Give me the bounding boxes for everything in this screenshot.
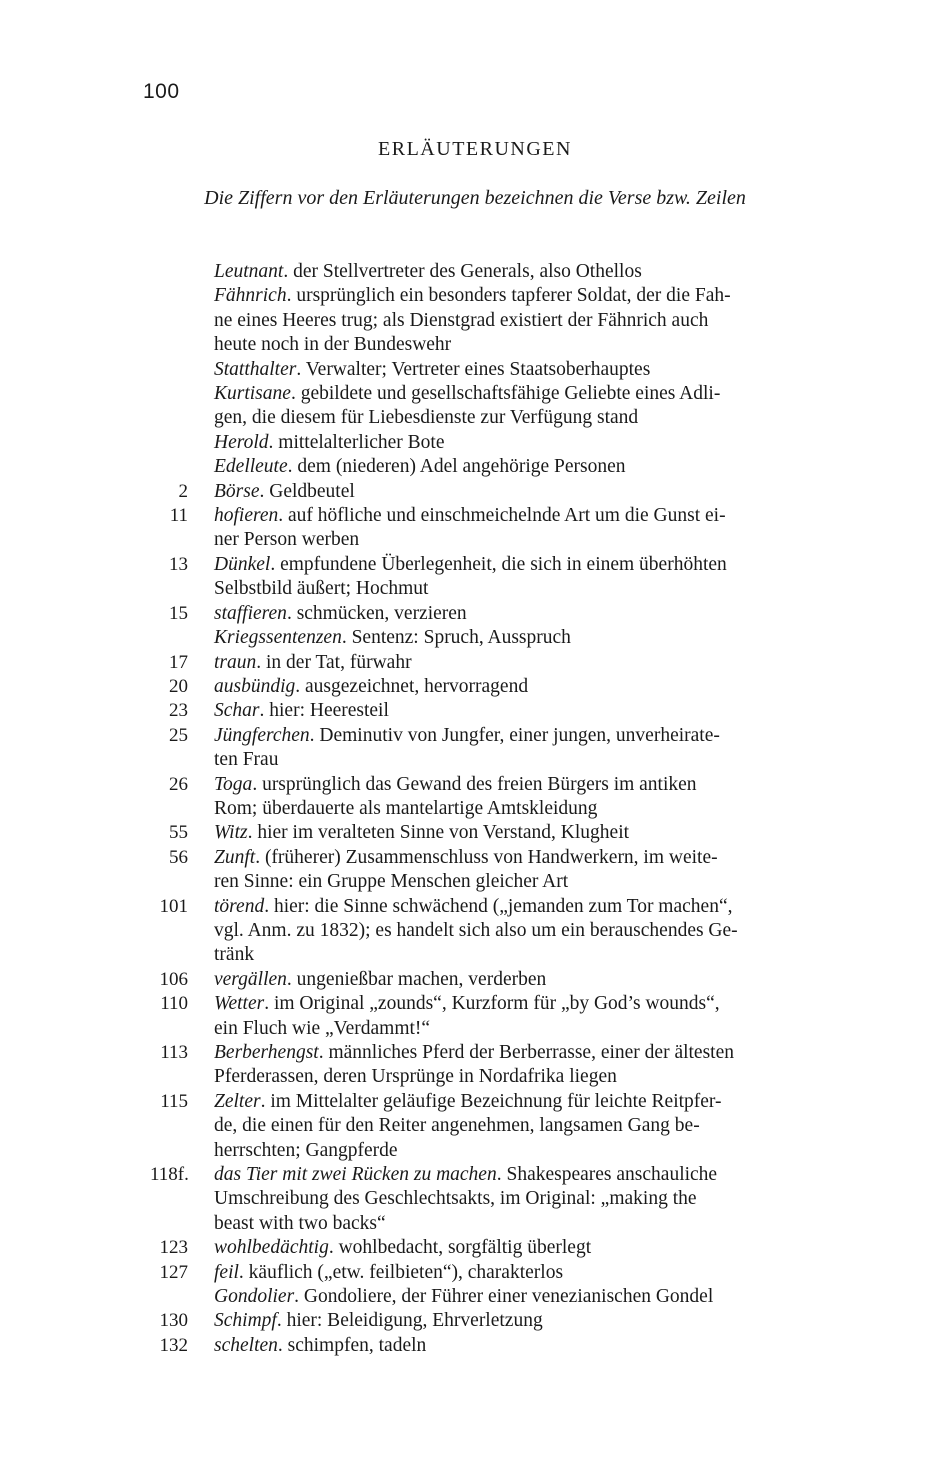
annotation-entry: [150, 553, 810, 602]
verse-number: 26: [169, 773, 188, 795]
verse-number: 113: [160, 1042, 188, 1063]
verse-number: 106: [159, 968, 188, 990]
annotation-entry: [150, 846, 810, 895]
annotation-entry: [150, 1236, 810, 1260]
verse-number: 25: [169, 724, 188, 746]
verse-number: 115: [160, 1090, 188, 1112]
verse-number: [150, 358, 188, 382]
annotation-text: [214, 968, 808, 992]
explanation-text: . Deminutiv von Jungfer, einer jungen, unverheirate-: [309, 724, 720, 746]
explanation-text: . ursprünglich das Gewand des freien Bürgers im antiken: [252, 773, 697, 795]
annotation-entry: [150, 626, 810, 650]
annotation-line: [214, 602, 808, 626]
annotation-entry: [150, 895, 810, 968]
annotation-entry: [150, 480, 810, 504]
annotation-entry: [150, 455, 810, 479]
annotation-entry: [150, 358, 810, 382]
explanation-text: . ungenießbar machen, verderben: [286, 968, 547, 990]
annotation-line: [214, 1236, 808, 1260]
annotation-entry: [150, 699, 810, 723]
explanation-text: beast with two backs“: [214, 1212, 386, 1234]
annotation-text: [214, 699, 808, 723]
annotated-term: Fähnrich: [214, 285, 287, 307]
annotation-text: [214, 480, 808, 504]
annotation-entry: [150, 382, 810, 431]
verse-number: [150, 455, 188, 479]
annotated-term: Wetter: [214, 993, 265, 1015]
annotated-term: Zelter: [214, 1090, 261, 1112]
annotation-line: [214, 1041, 808, 1065]
explanation-text: de, die einen für den Reiter angenehmen, langsamen Gang be-: [214, 1115, 700, 1137]
annotated-term: Herold: [214, 431, 269, 453]
annotated-term: Dünkel: [214, 553, 271, 575]
annotation-text: [214, 1163, 808, 1236]
annotation-line: [214, 553, 808, 577]
annotation-line: [214, 675, 808, 699]
annotation-entry: [150, 773, 810, 822]
verse-number: 11: [169, 505, 188, 527]
explanation-text: gen, die diesem für Liebesdienste zur Verfügung stand: [214, 407, 639, 429]
annotated-term: vergällen: [214, 968, 287, 990]
explanation-text: . im Original „zounds“, Kurzform für „by God’s wounds“,: [264, 993, 720, 1015]
annotated-term: Kriegssentenzen: [214, 627, 342, 649]
annotation-line: [214, 284, 808, 308]
annotation-line: [214, 699, 808, 723]
page-subtitle: Die Ziffern vor den Erläuterungen bezeichnen die Verse bzw. Zeilen: [204, 187, 746, 209]
explanation-text: . dem (niederen) Adel angehörige Personen: [287, 456, 626, 478]
annotation-text: [214, 504, 808, 553]
annotation-line: [214, 1261, 808, 1285]
explanation-text: . auf höfliche und einschmeichelnde Art um die Gunst ei-: [278, 505, 726, 527]
verse-number: 15: [169, 602, 188, 624]
annotation-entry: [150, 284, 810, 357]
explanation-text: ein Fluch wie „Verdammt!“: [214, 1017, 431, 1039]
annotated-term: Gondolier: [214, 1286, 295, 1308]
annotated-term: hofieren: [214, 505, 279, 527]
explanation-text: . in der Tat, fürwahr: [256, 651, 412, 673]
annotated-term: schelten: [214, 1334, 278, 1356]
annotation-line: [214, 1187, 808, 1211]
annotated-term: Zunft: [214, 846, 256, 868]
verse-number: 2: [178, 480, 188, 502]
annotation-text: [214, 651, 808, 675]
verse-number: 130: [159, 1310, 188, 1332]
explanation-text: . Verwalter; Vertreter eines Staatsoberhauptes: [296, 358, 651, 380]
explanation-text: . der Stellvertreter des Generals, also Othellos: [283, 261, 642, 282]
annotation-entry: [150, 1261, 810, 1285]
verse-number: 17: [169, 651, 188, 673]
explanation-text: ten Frau: [214, 749, 279, 771]
annotation-entry: [150, 1163, 810, 1236]
annotation-line: [214, 309, 808, 333]
annotation-text: [214, 1041, 808, 1090]
annotation-entry: [150, 992, 810, 1041]
explanation-text: . ursprünglich ein besonders tapferer Soldat, der die Fah-: [286, 285, 731, 307]
annotation-text: [214, 1236, 808, 1260]
explanation-text: . Gondoliere, der Führer einer venezianischen Gondel: [294, 1286, 714, 1308]
explanation-text: . ausgezeichnet, hervorragend: [295, 675, 529, 697]
annotation-entry: [150, 1309, 810, 1333]
annotation-line: [214, 992, 808, 1016]
annotation-line: [214, 1017, 808, 1041]
explanation-text: . (früherer) Zusammenschluss von Handwerkern, im weite-: [255, 846, 718, 868]
verse-number: 56: [169, 846, 188, 868]
annotation-text: [214, 284, 808, 357]
explanation-text: Umschreibung des Geschlechtsakts, im Original: „making the: [214, 1188, 697, 1210]
explanation-text: herrschten; Gangpferde: [214, 1139, 398, 1161]
annotation-line: [214, 1285, 808, 1309]
annotated-term: traun: [214, 651, 257, 673]
annotated-term: feil: [214, 1261, 239, 1283]
explanation-text: . hier: Heeresteil: [259, 700, 389, 722]
annotation-entry: [150, 1041, 810, 1090]
annotation-text: [214, 1285, 808, 1309]
annotation-line: [214, 724, 808, 748]
verse-number: 123: [159, 1237, 188, 1259]
annotated-term: Kurtisane: [214, 383, 291, 405]
annotation-line: [214, 968, 808, 992]
annotation-text: [214, 1334, 808, 1358]
annotation-line: [214, 773, 808, 797]
explanation-text: ne eines Heeres trug; als Dienstgrad existiert der Fähnrich auch: [214, 309, 709, 331]
annotation-entry: [150, 675, 810, 699]
annotation-line: [214, 797, 808, 821]
annotation-line: [214, 1114, 808, 1138]
explanation-text: . schmücken, verzieren: [286, 602, 467, 624]
annotation-text: [214, 553, 808, 602]
annotation-line: [214, 943, 808, 967]
annotation-text: [214, 455, 808, 479]
annotation-text: [214, 1309, 808, 1333]
explanation-text: . männliches Pferd der Berberrasse, einer der ältesten: [318, 1042, 734, 1063]
explanation-text: . gebildete und gesellschaftsfähige Geliebte eines Adli-: [290, 383, 721, 405]
annotation-line: [214, 895, 808, 919]
annotation-text: [214, 260, 808, 284]
annotation-entry: [150, 1334, 810, 1358]
annotation-text: [214, 773, 808, 822]
annotation-line: [214, 846, 808, 870]
annotated-term: Schar: [214, 700, 260, 722]
annotation-text: [214, 1261, 808, 1285]
annotated-term: das Tier mit zwei Rücken zu machen: [214, 1164, 497, 1186]
annotation-entry: [150, 602, 810, 626]
verse-number: 23: [169, 700, 188, 722]
annotated-term: Edelleute: [214, 456, 288, 478]
annotation-entry: [150, 968, 810, 992]
annotation-text: [214, 431, 808, 455]
annotated-term: Toga: [214, 773, 253, 795]
annotation-entry: [150, 260, 810, 284]
annotation-entry: [150, 821, 810, 845]
verse-number: 132: [159, 1334, 188, 1356]
explanation-text: Rom; überdauerte als mantelartige Amtskleidung: [214, 797, 598, 819]
annotation-text: [214, 895, 808, 968]
explanation-text: . Sentenz: Spruch, Ausspruch: [341, 627, 571, 649]
annotation-text: [214, 626, 808, 650]
annotation-line: [214, 821, 808, 845]
annotated-term: Leutnant: [214, 261, 284, 282]
verse-number: 13: [169, 553, 188, 575]
annotation-text: [214, 821, 808, 845]
annotation-text: [214, 846, 808, 895]
explanation-text: heute noch in der Bundeswehr: [214, 334, 452, 356]
annotation-line: [214, 1212, 808, 1236]
annotation-line: [214, 577, 808, 601]
annotation-entry: [150, 651, 810, 675]
annotation-line: [214, 455, 808, 479]
annotated-term: Schimpf: [214, 1310, 277, 1332]
annotation-list: [150, 260, 810, 1358]
verse-number: 110: [160, 993, 188, 1015]
annotation-entry: [150, 431, 810, 455]
annotation-text: [214, 602, 808, 626]
annotation-line: [214, 870, 808, 894]
explanation-text: Selbstbild äußert; Hochmut: [214, 578, 429, 600]
annotation-line: [214, 504, 808, 528]
explanation-text: . hier im veralteten Sinne von Verstand, Klugheit: [247, 822, 630, 844]
annotation-line: [214, 406, 808, 430]
annotation-line: [214, 748, 808, 772]
annotation-line: [214, 431, 808, 455]
verse-number: [150, 626, 188, 650]
annotation-line: [214, 1309, 808, 1333]
annotation-entry: [150, 504, 810, 553]
page-title: ERLÄUTERUNGEN: [378, 138, 572, 160]
annotated-term: Jüngferchen: [214, 724, 310, 746]
verse-number: 118f.: [150, 1164, 189, 1186]
annotation-text: [214, 724, 808, 773]
explanation-text: . schimpfen, tadeln: [277, 1334, 427, 1356]
annotation-text: [214, 358, 808, 382]
annotation-line: [214, 626, 808, 650]
annotation-line: [214, 651, 808, 675]
annotation-line: [214, 480, 808, 504]
annotation-line: [214, 260, 808, 284]
annotated-term: Witz: [214, 822, 248, 844]
explanation-text: Pferderassen, deren Ursprünge in Nordafrika liegen: [214, 1066, 617, 1088]
verse-number: [150, 382, 188, 431]
annotation-text: [214, 382, 808, 431]
explanation-text: . käuflich („etw. feilbieten“), charakterlos: [238, 1261, 564, 1283]
annotation-line: [214, 919, 808, 943]
explanation-text: ren Sinne: ein Gruppe Menschen gleicher Art: [214, 871, 569, 893]
annotated-term: Börse: [214, 480, 260, 502]
annotation-entry: [150, 724, 810, 773]
explanation-text: . Shakespeares anschauliche: [496, 1164, 718, 1186]
verse-number: 127: [159, 1261, 188, 1283]
annotation-entry: [150, 1285, 810, 1309]
verse-number: [150, 260, 188, 284]
page-number: 100: [143, 80, 180, 103]
annotation-line: [214, 1065, 808, 1089]
explanation-text: . wohlbedacht, sorgfältig überlegt: [328, 1237, 592, 1259]
explanation-text: . empfundene Überlegenheit, die sich in einem überhöhten: [270, 553, 727, 575]
explanation-text: vgl. Anm. zu 1832); es handelt sich also um ein berauschendes Ge-: [214, 919, 738, 941]
explanation-text: ner Person werben: [214, 529, 360, 551]
explanation-text: tränk: [214, 944, 255, 966]
annotation-line: [214, 1163, 808, 1187]
verse-number: [150, 1285, 188, 1309]
annotation-line: [214, 1334, 808, 1358]
annotated-term: Statthalter: [214, 358, 297, 380]
verse-number: [150, 431, 188, 455]
annotation-text: [214, 675, 808, 699]
annotated-term: Berberhengst: [214, 1042, 319, 1063]
annotation-line: [214, 358, 808, 382]
verse-number: 55: [169, 822, 188, 844]
annotation-line: [214, 1139, 808, 1163]
annotation-text: [214, 992, 808, 1041]
annotation-line: [214, 333, 808, 357]
explanation-text: . Geldbeutel: [259, 480, 355, 502]
verse-number: 101: [159, 895, 188, 917]
annotation-line: [214, 382, 808, 406]
annotated-term: ausbündig: [214, 675, 296, 697]
verse-number: 20: [169, 675, 188, 697]
annotated-term: staffieren: [214, 602, 287, 624]
annotation-entry: [150, 1090, 810, 1163]
annotated-term: törend: [214, 895, 265, 917]
verse-number: [150, 284, 188, 357]
explanation-text: . hier: Beleidigung, Ehrverletzung: [276, 1310, 543, 1332]
annotation-line: [214, 1090, 808, 1114]
explanation-text: . mittelalterlicher Bote: [268, 431, 445, 453]
annotation-text: [214, 1090, 808, 1163]
explanation-text: . im Mittelalter geläufige Bezeichnung für leichte Reitpfer-: [260, 1090, 722, 1112]
annotated-term: wohlbedächtig: [214, 1237, 329, 1259]
annotation-line: [214, 528, 808, 552]
explanation-text: . hier: die Sinne schwächend („jemanden zum Tor machen“,: [264, 895, 733, 917]
